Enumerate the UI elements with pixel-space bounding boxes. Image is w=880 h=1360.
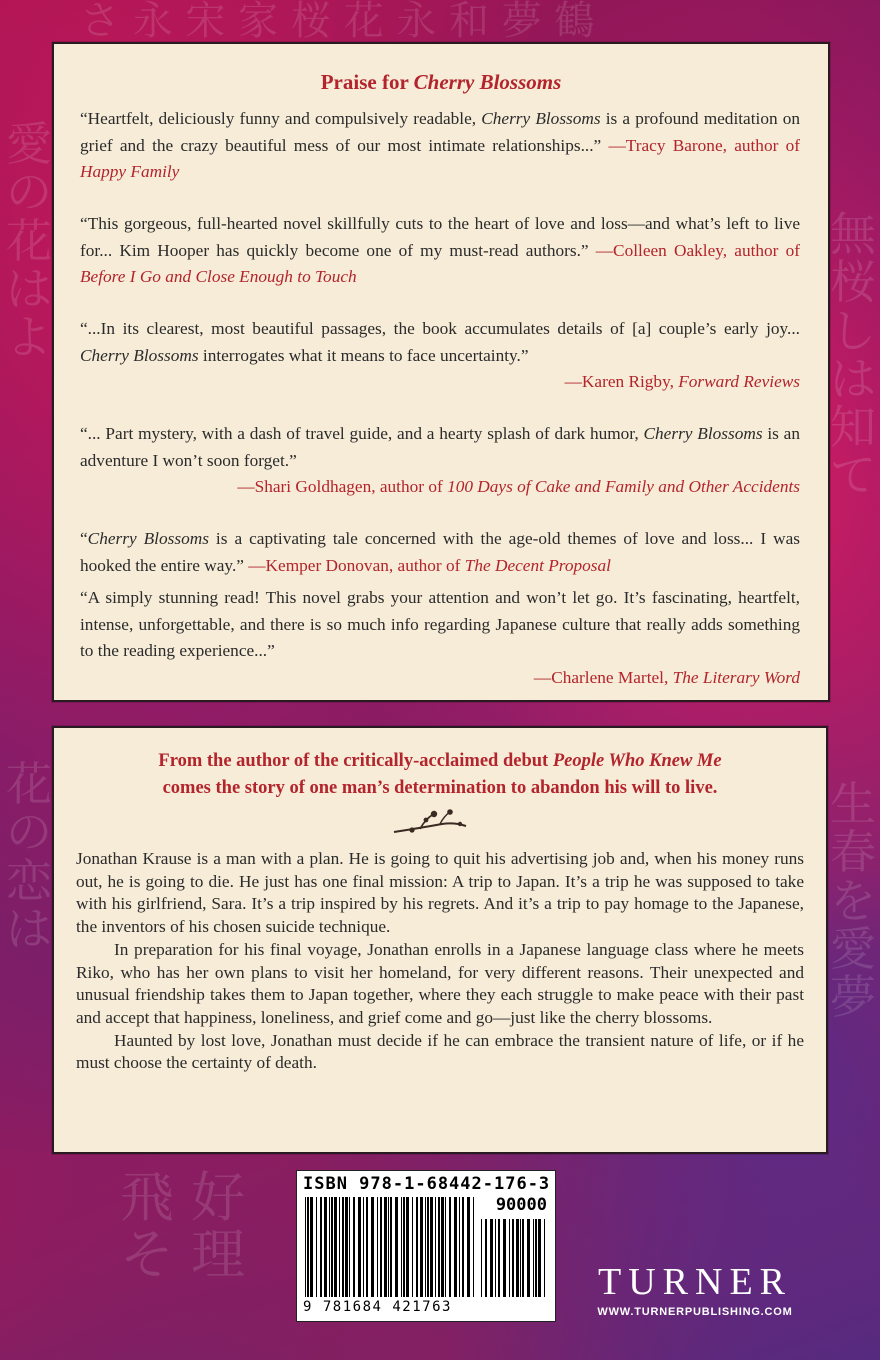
background-calligraphy: 花 の 恋 は — [6, 757, 52, 956]
hook-line2: comes the story of one man’s determination to abandon his will to live. — [162, 778, 718, 798]
synopsis-hook — [72, 748, 808, 802]
quote-attribution-text: —Shari Goldhagen, author of — [237, 477, 448, 496]
quote-text: “This gorgeous, full-hearted novel skillfully cuts to the heart of love and loss—and what’s left to live for... Kim Hooper has quickly become one of my must-read authors.” — [80, 214, 800, 260]
quote-attribution-text: —Charlene Martel, — [533, 667, 673, 687]
synopsis-paragraph: Haunted by lost love, Jonathan must decide if he can embrace the transient nature of life, or if he must choose the certainty of death. — [76, 1030, 804, 1073]
barcode-bar — [449, 1197, 451, 1297]
barcode-bar — [498, 1219, 500, 1297]
barcode-bar — [512, 1219, 514, 1297]
barcode-bar — [427, 1197, 429, 1297]
barcode-bar — [401, 1197, 402, 1297]
barcode-bar — [380, 1197, 382, 1297]
review-quote — [80, 316, 800, 396]
barcode-bar — [535, 1219, 537, 1297]
quote-text: “... Part mystery, with a dash of travel guide, and a hearty splash of dark humor, — [80, 424, 644, 443]
quote-attribution-text: —Tracy Barone, author of — [608, 135, 800, 155]
barcode-bar — [384, 1197, 387, 1297]
background-calligraphy: 飛 好 そ 理 — [120, 1166, 246, 1286]
barcode-bar — [358, 1197, 361, 1297]
quote-text: Cherry Blossoms — [643, 424, 763, 443]
barcode-bar — [485, 1219, 487, 1297]
review-quote — [80, 106, 800, 186]
barcode-bar — [538, 1219, 541, 1297]
barcode-bar — [329, 1197, 330, 1297]
praise-heading — [54, 70, 828, 95]
hook-line1-prefix: From the author of the critically-acclaimed debut — [158, 751, 553, 771]
barcode-bar — [467, 1197, 470, 1297]
synopsis-body — [76, 848, 804, 1075]
barcode-bar — [425, 1197, 426, 1297]
barcode-bar — [334, 1197, 337, 1297]
barcode-bar — [435, 1197, 436, 1297]
barcode-bar — [520, 1219, 521, 1297]
quote-attribution — [80, 369, 800, 396]
barcode-bar — [349, 1197, 350, 1297]
barcode-bar — [473, 1197, 474, 1297]
review-quote — [80, 211, 800, 291]
publisher-url: WWW.TURNERPUBLISHING.COM — [597, 1306, 793, 1318]
barcode-bar — [307, 1197, 309, 1297]
cherry-branch-icon — [390, 806, 470, 840]
quote-attribution-text: 100 Days of Cake and Family and Other Accidents — [447, 477, 800, 496]
barcode-bar — [430, 1197, 433, 1297]
quote-text: “...In its clearest, most beautiful passages, the book accumulates details of [a] couple’s early joy... — [80, 319, 800, 338]
quote-text: “ — [80, 529, 88, 548]
barcode-bar — [371, 1197, 374, 1297]
barcode-bar — [324, 1197, 327, 1297]
barcode-bar — [390, 1197, 392, 1297]
hook-debut-title: People Who Knew Me — [552, 751, 722, 771]
background-calligraphy: 愛 の 花 は よ — [6, 117, 52, 365]
barcode-bar — [522, 1219, 524, 1297]
barcode-bar — [445, 1197, 446, 1297]
barcode-bar — [441, 1197, 444, 1297]
quote-attribution-text: Before I Go and Close Enough to Touch — [80, 267, 357, 286]
review-quote — [80, 526, 800, 579]
barcode-bar — [305, 1197, 306, 1297]
review-quote — [80, 585, 800, 691]
barcode-bar — [366, 1197, 368, 1297]
quote-text: is a profound meditation on grief and the crazy beautiful mess of our most intimate relationships...” — [80, 109, 801, 155]
barcode-bar — [527, 1219, 530, 1297]
synopsis-panel — [52, 726, 828, 1154]
isbn-barcode — [296, 1170, 556, 1322]
quote-attribution — [80, 665, 800, 692]
barcode-digits: 9 781684 421763 — [303, 1299, 452, 1315]
barcode-bar — [509, 1219, 510, 1297]
barcode-bar — [544, 1219, 545, 1297]
quote-attribution-text: The Decent Proposal — [464, 555, 611, 575]
barcode-bar — [412, 1197, 413, 1297]
background-calligraphy: さ 永 宋 家 桜 花 永 和 夢 鶴 — [80, 0, 595, 44]
quote-text: “Heartfelt, deliciously funny and compulsively readable, — [80, 109, 482, 128]
quote-text: interrogates what it means to face uncertainty.” — [198, 345, 529, 365]
barcode-bar — [331, 1197, 333, 1297]
quote-text: Cherry Blossoms — [80, 345, 199, 365]
barcode-bar — [490, 1219, 493, 1297]
quote-text: Cherry Blossoms — [87, 529, 209, 548]
quote-text: “A simply stunning read! This novel grabs your attention and won’t let go. It’s fascinating, heartfelt, intense, unforgettable, and there is so much info regarding Japanese culture that really adds something to the reading experience...” — [80, 588, 800, 660]
price-code: 90000 — [495, 1195, 547, 1215]
synopsis-paragraph: Jonathan Krause is a man with a plan. He is going to quit his advertising job and, when his money runs out, he is going to die. He just has one final mission: A trip to Japan. It’s a trip he was supposed to take with his girlfriend, Sara. It’s a trip inspired by his regrets. And it’s a trip to pay homage to the Japanese, the inventors of his chosen suicide technique. — [76, 849, 804, 937]
quote-attribution-text: —Colleen Oakley, author of — [595, 240, 801, 260]
background-calligraphy: 生 春 を 愛 夢 — [830, 777, 876, 1025]
barcode-bar — [481, 1219, 482, 1297]
quote-text: is an adventure I won’t soon forget.” — [80, 424, 800, 470]
quote-attribution-text: The Literary Word — [672, 667, 800, 687]
barcode-bar — [363, 1197, 364, 1297]
barcode-bar — [353, 1197, 355, 1297]
quote-attribution-text: —Karen Rigby, — [564, 372, 679, 391]
review-quote — [80, 421, 800, 501]
quote-attribution-text: Happy Family — [80, 162, 180, 181]
publisher-logo — [590, 1262, 800, 1318]
barcode-bar — [503, 1219, 506, 1297]
publisher-name: TURNER — [598, 1261, 792, 1303]
praise-heading-title: Cherry Blossoms — [413, 70, 562, 94]
barcode-bar — [345, 1197, 348, 1297]
praise-heading-prefix: Praise for — [320, 70, 414, 94]
barcode-bar — [420, 1197, 423, 1297]
barcode-bar — [377, 1197, 378, 1297]
quote-text: Cherry Blossoms — [481, 109, 601, 128]
barcode-bar — [462, 1197, 464, 1297]
quote-attribution-text: Forward Reviews — [678, 372, 800, 391]
barcode-bar — [454, 1197, 457, 1297]
barcode-bar — [342, 1197, 344, 1297]
barcode-bars — [305, 1197, 475, 1297]
barcode-bar — [403, 1197, 405, 1297]
praise-panel — [52, 42, 830, 702]
barcode-bar — [416, 1197, 418, 1297]
synopsis-paragraph: In preparation for his final voyage, Jonathan enrolls in a Japanese language class where he meets Riko, who has her own plans to visit her homeland, for very different reasons. Their unexpected and unusual friendship takes them to Japan together, where they each struggle to make peace with their past and accept that happiness, loneliness, and grief come and go—just like the cherry blossoms. — [76, 939, 804, 1027]
barcode-bar — [495, 1219, 496, 1297]
barcode-bar — [310, 1197, 313, 1297]
quote-attribution-text: —Kemper Donovan, author of — [248, 555, 465, 575]
barcode-bar — [395, 1197, 398, 1297]
isbn-number: ISBN 978-1-68442-176-3 — [303, 1174, 551, 1194]
barcode-bar — [320, 1197, 322, 1297]
barcode-bar — [406, 1197, 409, 1297]
quote-text: is a captivating tale concerned with the age-old themes of love and loss... I was hooked the entire way.” — [80, 529, 800, 575]
barcode-bar — [316, 1197, 317, 1297]
barcode-bar — [459, 1197, 460, 1297]
barcode-bar — [438, 1197, 440, 1297]
barcode-bar — [339, 1197, 340, 1297]
barcode-bar — [516, 1219, 519, 1297]
barcode-bar — [533, 1219, 534, 1297]
background-calligraphy: 無 桜 し は 知 て — [830, 207, 876, 503]
quote-attribution — [80, 474, 800, 501]
barcode-bar — [388, 1197, 389, 1297]
price-barcode-bars — [481, 1219, 545, 1297]
